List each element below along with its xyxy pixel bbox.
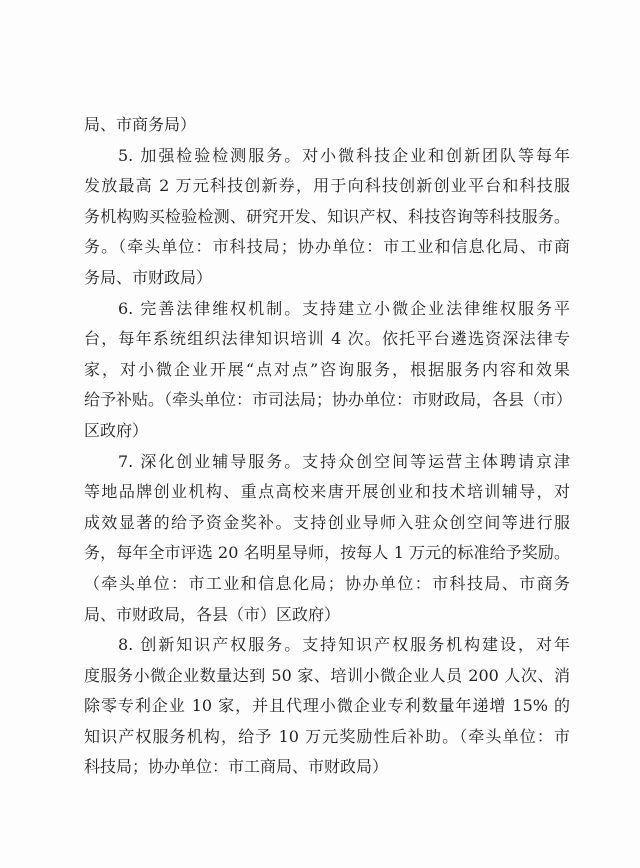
text-line: 除零专利企业 10 家，并且代理小微企业专利数量年递增 15% 的	[84, 696, 570, 716]
text-line: 台，每年系统组织法律知识培训 4 次。依托平台遴选资深法律专	[84, 329, 570, 349]
text-line: 给予补贴。（牵头单位：市司法局；协办单位：市财政局，各县（市）	[84, 390, 573, 410]
paragraph-5-line: 5. 加强检验检测服务。对小微科技企业和创新团队等每年	[118, 145, 570, 165]
text-line: 区政府）	[84, 420, 149, 440]
paragraph-7-line: 7. 深化创业辅导服务。支持众创空间等运营主体聘请京津	[118, 451, 570, 471]
text-line: 务局、市财政局）	[84, 267, 213, 287]
text-line: 等地品牌创业机构、重点高校来唐开展创业和技术培训辅导，对	[84, 482, 570, 502]
text-line: 务机构购买检验检测、研究开发、知识产权、科技咨询等科技服务。	[84, 206, 570, 226]
paragraph-6-line: 6. 完善法律维权机制。支持建立小微企业法律维权服务平	[118, 298, 570, 318]
text-line: 局、市财政局，各县（市）区政府）	[84, 604, 341, 624]
text-line: 发放最高 2 万元科技创新券，用于向科技创新创业平台和科技服	[84, 176, 570, 196]
document-body	[84, 110, 573, 783]
text-line: 务，每年全市评选 20 名明星导师，按每人 1 万元的标准给予奖励。	[84, 543, 570, 563]
text-line: 局、市商务局）	[84, 115, 197, 134]
text-line: （牵头单位：市工业和信息化局；协办单位：市科技局、市商务	[84, 573, 570, 593]
text-line: 务。（牵头单位：市科技局；协办单位：市工业和信息化局、市商	[84, 237, 570, 257]
text-line: 成效显著的给予资金奖补。支持创业导师入驻众创空间等进行服	[84, 512, 570, 532]
text-line: 度服务小微企业数量达到 50 家、培训小微企业人员 200 人次、消	[84, 665, 570, 685]
paragraph-8-line: 8. 创新知识产权服务。支持知识产权服务机构建设，对年	[118, 635, 570, 655]
text-line: 知识产权服务机构，给予 10 万元奖励性后补助。（牵头单位：市	[84, 726, 570, 746]
text-line: 家，对小微企业开展“点对点”咨询服务，根据服务内容和效果	[84, 359, 570, 379]
text-line: 科技局；协办单位：市工商局、市财政局）	[84, 757, 389, 777]
